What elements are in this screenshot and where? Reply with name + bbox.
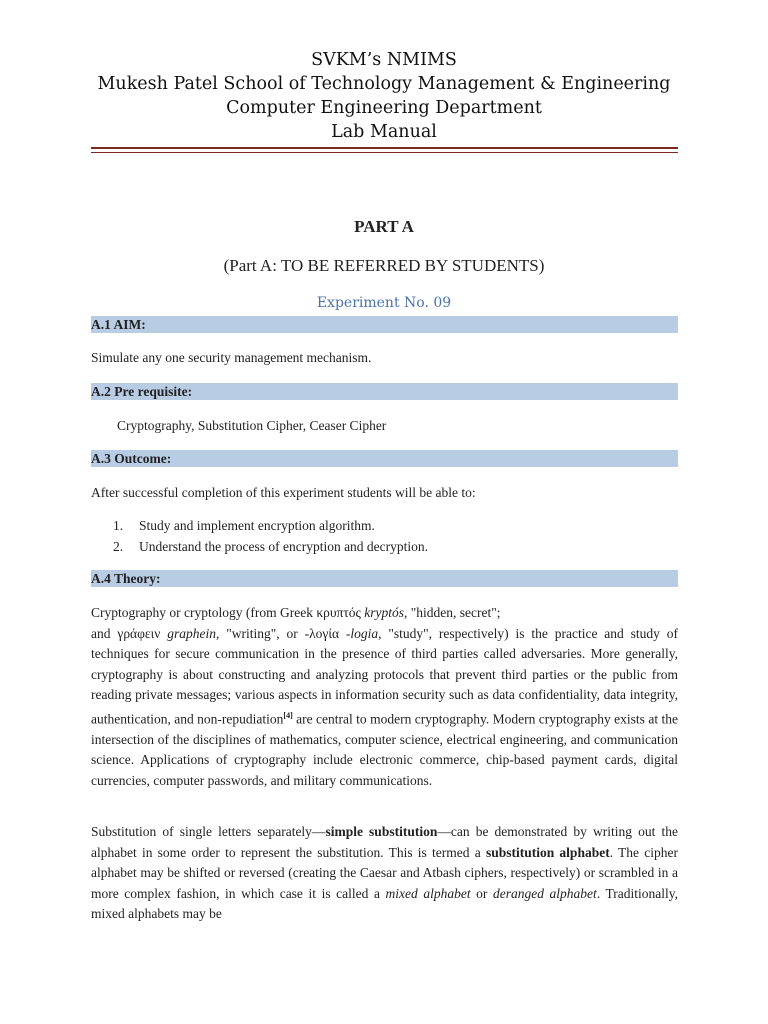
- institution-name: SVKM’s NMIMS: [311, 50, 457, 70]
- part-title: PART A: [354, 217, 414, 236]
- p2-text-g: or: [470, 885, 493, 901]
- greek-word-kryptos: κρυπτός: [316, 605, 361, 620]
- citation-superscript[interactable]: [4]: [283, 710, 293, 720]
- aim-text: Simulate any one security management mechanism.: [91, 350, 372, 365]
- list-item: [91, 536, 678, 557]
- p1-text-e: , "study", respectively) is the practice and study of techniques for secure communication in the presence of third parties called adversaries. More generally, cryptography is about constructing and analyzing protocols that prevent third parties or the public from reading private messages; various aspects in information security such as data confidentiality, data integrity, authentication, and non-repudiation: [91, 625, 679, 726]
- outcome-heading-text: A.3 Outcome:: [91, 451, 172, 466]
- p1-text-b: , "hidden, secret";: [404, 605, 501, 620]
- term-substitution-alphabet: substitution alphabet: [485, 844, 610, 860]
- p2-text-e: . The cipher alphabet may be shifted or reversed (creating the Caesar and Atbash ciphers, respectively) or scrambled in a more complex fashion, in which case it is called a: [91, 844, 678, 901]
- theory-paragraph-1: [91, 603, 678, 791]
- school-name: Mukesh Patel School of Technology Management & Engineering: [97, 74, 671, 94]
- experiment-title: Experiment No. 09: [316, 295, 452, 311]
- p1-text-f: are central to modern cryptography. Modern cryptography exists at the intersection of the disciplines of mathematics, computer science, electrical engineering, and communication science. Applications of cryptography include electronic commerce, chip-based payment cards, digital currencies, computer passwords, and military communications.: [91, 711, 678, 788]
- p1-text-d: , "writing", or -: [215, 625, 310, 641]
- list-item-number: 1.: [113, 518, 124, 533]
- list-item-text: Understand the process of encryption and decryption.: [139, 539, 429, 554]
- list-item-number: 2.: [113, 539, 124, 554]
- part-subtitle: (Part A: TO BE REFERRED BY STUDENTS): [223, 256, 545, 275]
- document-header: [0, 48, 768, 144]
- theory-paragraph-2: [91, 822, 678, 925]
- outcome-intro: After successful completion of this experiment students will be able to:: [91, 485, 476, 500]
- header-rule-thin: [91, 152, 678, 153]
- p2-text-a: Substitution of single letters separately—: [91, 824, 326, 839]
- transliteration-logia: -logia: [345, 625, 379, 641]
- prereq-text: Cryptography, Substitution Cipher, Ceaser Cipher: [117, 418, 387, 433]
- greek-word-logia: λογία: [309, 625, 340, 641]
- transliteration-kryptos: kryptós: [364, 605, 405, 620]
- list-item: [91, 515, 678, 536]
- greek-word-graphein: γράφειν: [117, 625, 161, 641]
- header-rule-thick: [91, 147, 678, 149]
- p1-text-c: and: [91, 625, 118, 641]
- aim-heading-text: A.1 AIM:: [91, 317, 146, 332]
- department-name: Computer Engineering Department: [226, 98, 542, 118]
- term-simple-substitution: simple substitution: [325, 824, 438, 839]
- outcome-list: [91, 515, 678, 557]
- section-heading-aim: [91, 316, 678, 333]
- manual-title: Lab Manual: [331, 122, 437, 142]
- prereq-heading-text: A.2 Pre requisite:: [91, 384, 193, 399]
- section-heading-theory: [91, 570, 678, 587]
- section-heading-outcome: [91, 450, 678, 467]
- theory-heading-text: A.4 Theory:: [91, 571, 161, 586]
- p2-text-c: —can be demonstrated by writing out the alphabet in some order to represent the substitution. This is termed a: [91, 824, 678, 860]
- section-heading-prerequisite: [91, 383, 678, 400]
- p2-text-i: . Traditionally, mixed alphabets may be: [91, 885, 679, 921]
- term-mixed-alphabet: mixed alphabet: [385, 885, 471, 901]
- list-item-text: Study and implement encryption algorithm.: [139, 518, 375, 533]
- p1-text-a: Cryptography or cryptology (from Greek: [91, 605, 317, 620]
- term-deranged-alphabet: deranged alphabet: [493, 885, 597, 901]
- transliteration-graphein: graphein: [167, 625, 216, 641]
